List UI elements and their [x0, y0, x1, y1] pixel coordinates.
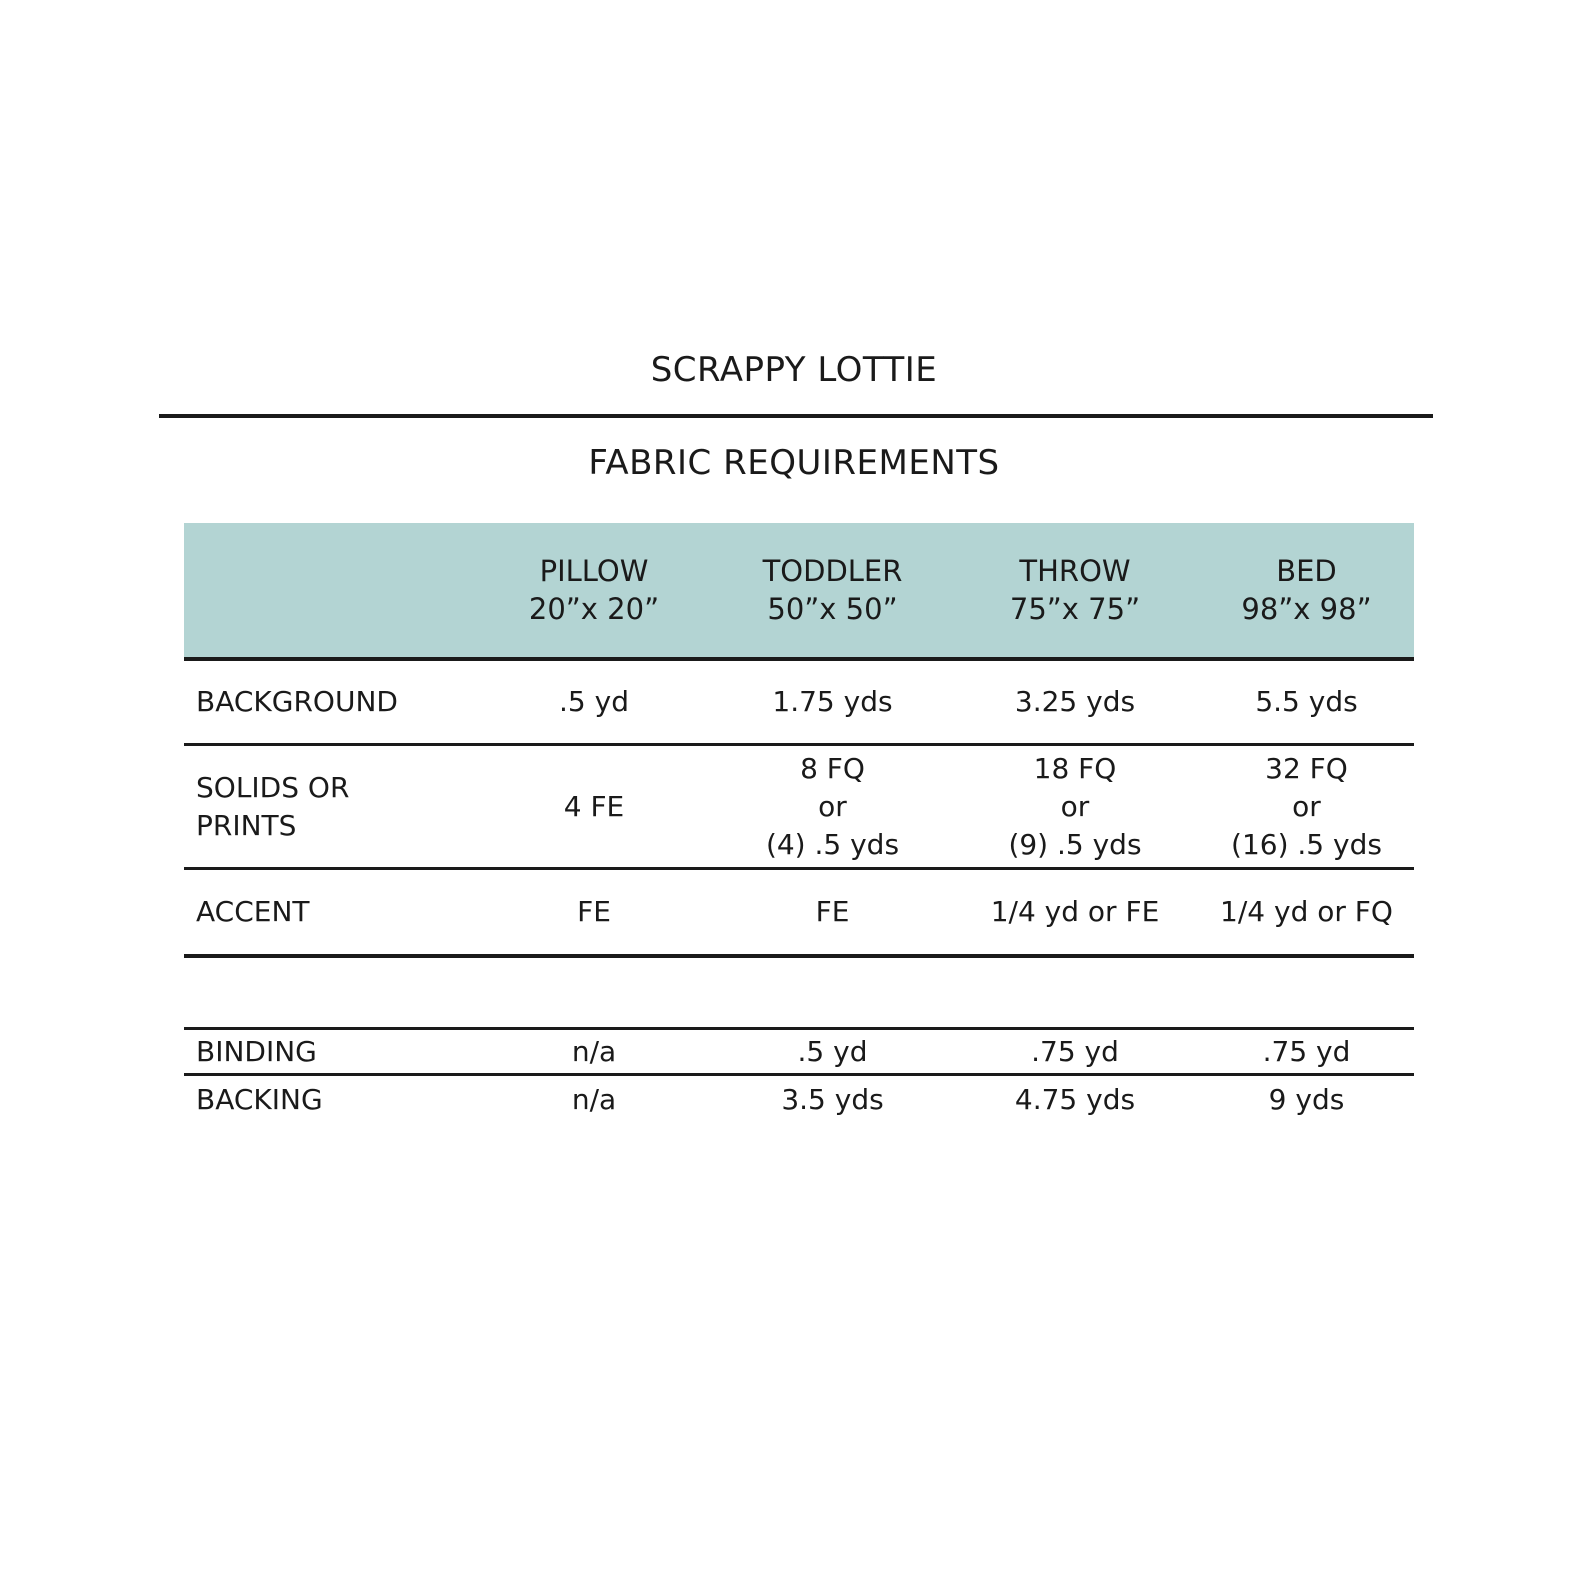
table-cell: 4 FE: [563, 789, 625, 823]
table-cell: FE: [815, 895, 850, 928]
table-row-accent: [184, 870, 1414, 958]
column-name: THROW: [1019, 554, 1131, 588]
table-cell: 1/4 yd or FE: [990, 895, 1160, 928]
column-name: BED: [1276, 554, 1337, 588]
cell-line: (16) .5 yds: [1231, 827, 1382, 861]
table-cell: n/a: [571, 1083, 617, 1116]
table-cell: 3.5 yds: [781, 1083, 884, 1116]
row-label-line: SOLIDS OR: [196, 770, 350, 804]
table-cell: .5 yd: [797, 1034, 868, 1068]
table-cell: 1/4 yd or FQ: [1220, 895, 1393, 928]
table-cell: 4.75 yds: [1014, 1083, 1136, 1116]
table-header-row: [184, 523, 1414, 661]
table-cell: .75 yd: [1262, 1034, 1351, 1068]
table-spacer-row: [184, 958, 1414, 1030]
row-label: [184, 769, 474, 845]
table-row-solids-or-prints: [184, 746, 1414, 870]
cell-line: (9) .5 yds: [1008, 827, 1142, 861]
table-cell: 9 yds: [1268, 1083, 1345, 1116]
table-cell: .5 yd: [559, 685, 629, 718]
cell-line: 18 FQ: [1033, 751, 1117, 785]
column-size: 20”x 20”: [528, 592, 660, 626]
cell-line: or: [1060, 789, 1090, 823]
table-cell: .75 yd: [1031, 1034, 1119, 1068]
cell-line: or: [1292, 789, 1321, 823]
table-cell: n/a: [571, 1034, 617, 1068]
fabric-requirements-table: [184, 523, 1414, 1124]
cell-line: 32 FQ: [1265, 751, 1348, 785]
row-label: BACKING: [196, 1083, 323, 1116]
table-cell: 1.75 yds: [772, 685, 893, 718]
table-cell: FE: [577, 895, 611, 928]
header-pillow: [474, 552, 714, 628]
column-size: 50”x 50”: [767, 592, 898, 626]
row-label-line: PRINTS: [196, 808, 297, 842]
column-size: 75”x 75”: [1009, 592, 1141, 626]
row-label: BACKGROUND: [196, 685, 398, 718]
column-size: 98”x 98”: [1241, 592, 1372, 626]
column-name: PILLOW: [539, 554, 649, 588]
row-label: ACCENT: [196, 895, 310, 928]
table-row-binding: [184, 1030, 1414, 1076]
table-cell: 3.25 yds: [1014, 685, 1136, 718]
cell-line: or: [818, 789, 847, 823]
table-cell: [714, 750, 951, 864]
document-subtitle: FABRIC REQUIREMENTS: [588, 443, 1000, 483]
table-row-backing: [184, 1076, 1414, 1124]
cell-line: 8 FQ: [800, 751, 865, 785]
header-throw: [951, 552, 1199, 628]
cell-line: (4) .5 yds: [765, 827, 900, 861]
row-label: BINDING: [196, 1034, 317, 1068]
table-cell: [1199, 750, 1414, 864]
header-bed: [1199, 552, 1414, 628]
document-title: SCRAPPY LOTTIE: [650, 350, 938, 390]
column-name: TODDLER: [762, 554, 903, 588]
title-divider: [159, 414, 1433, 418]
header-toddler: [714, 552, 951, 628]
table-cell: [951, 750, 1199, 864]
table-cell: 5.5 yds: [1255, 685, 1358, 718]
table-row-background: [184, 661, 1414, 746]
